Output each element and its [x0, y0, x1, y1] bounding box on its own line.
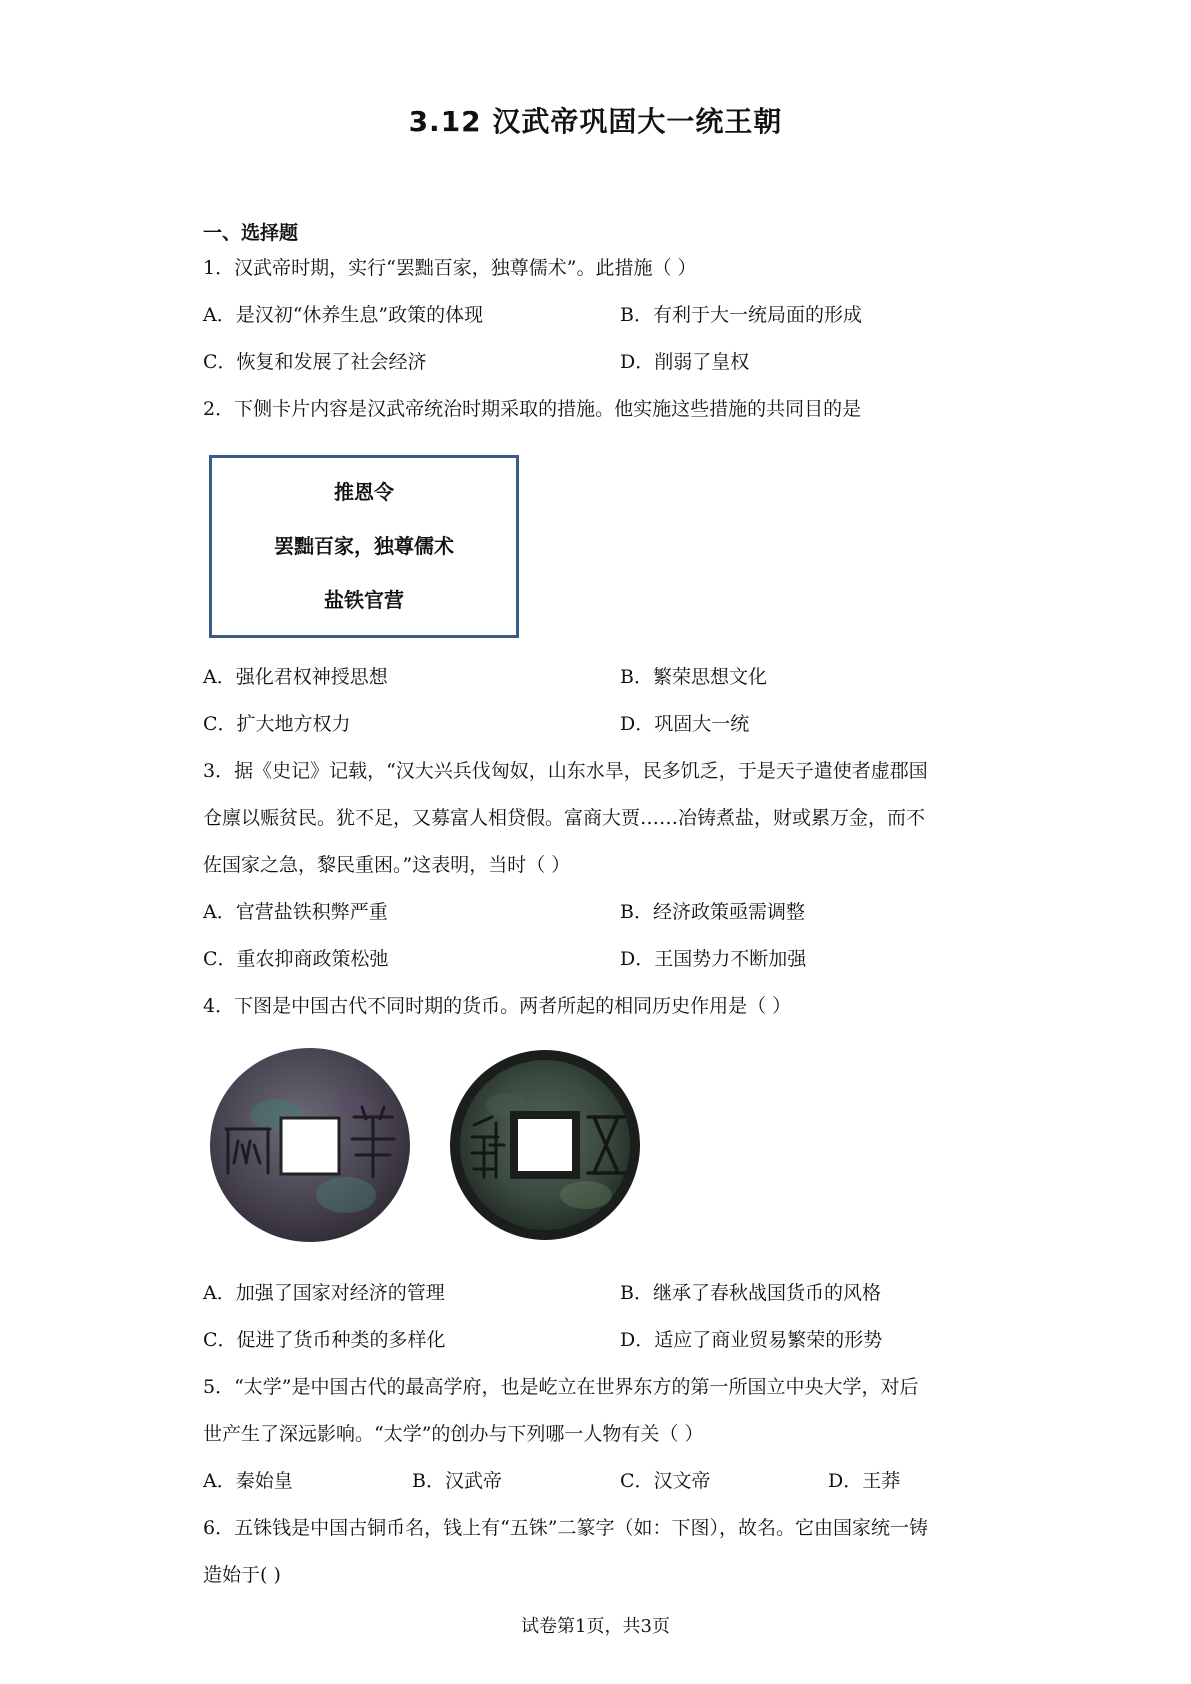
question-5-option-d: D．王莽 [828, 1470, 901, 1492]
question-3-option-a: A．官营盐铁积弊严重 [203, 901, 388, 923]
measures-card [209, 455, 519, 638]
question-1-option-a: A．是汉初“休养生息”政策的体现 [203, 304, 484, 326]
question-1-option-c: C．恢复和发展了社会经济 [203, 351, 427, 373]
card-item-yan-tie-guan-ying: 盐铁官营 [324, 588, 404, 612]
question-4-stem: 4．下图是中国古代不同时期的货币。两者所起的相同历史作用是（ ） [203, 995, 792, 1017]
question-6-stem-line-2: 造始于( ) [203, 1564, 281, 1586]
question-3-option-d: D．王国势力不断加强 [620, 948, 807, 970]
question-3-stem-line-2: 仓廪以赈贫民。犹不足，又募富人相贷假。富商大贾……冶铸煮盐，财或累万金，而不 [203, 807, 926, 829]
card-item-ba-chu-bai-jia: 罢黜百家，独尊儒术 [274, 534, 454, 558]
ban-liang-coin-image [206, 1045, 414, 1245]
page-title: 3.12 汉武帝巩固大一统王朝 [408, 105, 783, 138]
question-5-stem-line-1: 5．“太学”是中国古代的最高学府，也是屹立在世界东方的第一所国立中央大学，对后 [203, 1376, 919, 1398]
question-6-stem-line-1: 6．五铢钱是中国古铜币名，钱上有“五铢”二篆字（如：下图），故名。它由国家统一铸 [203, 1517, 929, 1539]
question-2-option-b: B．繁荣思想文化 [620, 666, 767, 688]
question-5-option-c: C．汉文帝 [620, 1470, 711, 1492]
question-2-option-d: D．巩固大一统 [620, 713, 750, 735]
question-2-option-a: A．强化君权神授思想 [203, 666, 388, 688]
question-3-stem-line-1: 3．据《史记》记载，“汉大兴兵伐匈奴，山东水旱，民多饥乏，于是天子遣使者虚郡国 [203, 760, 928, 782]
question-4-option-c: C．促进了货币种类的多样化 [203, 1329, 446, 1351]
question-5-option-a: A．秦始皇 [203, 1470, 293, 1492]
question-4-option-a: A．加强了国家对经济的管理 [203, 1282, 445, 1304]
question-3-option-c: C．重农抑商政策松弛 [203, 948, 389, 970]
question-4-option-b: B．继承了春秋战国货币的风格 [620, 1282, 881, 1304]
question-2-option-c: C．扩大地方权力 [203, 713, 351, 735]
question-2-stem: 2．下侧卡片内容是汉武帝统治时期采取的措施。他实施这些措施的共同目的是 [203, 398, 862, 420]
page-footer: 试卷第1页，共3页 [521, 1616, 670, 1637]
wu-zhu-coin-image [446, 1045, 644, 1245]
question-5-option-b: B．汉武帝 [412, 1470, 502, 1492]
question-5-stem-line-2: 世产生了深远影响。“太学”的创办与下列哪一人物有关（ ） [203, 1423, 704, 1445]
question-3-stem-line-3: 佐国家之急，黎民重困。”这表明，当时（ ） [203, 854, 571, 876]
card-item-tui-en-ling: 推恩令 [334, 480, 394, 504]
question-1-option-d: D．削弱了皇权 [620, 351, 750, 373]
question-3-option-b: B．经济政策亟需调整 [620, 901, 805, 923]
question-1-stem: 1．汉武帝时期，实行“罢黜百家，独尊儒术”。此措施（ ） [203, 257, 697, 279]
section-heading: 一、选择题 [203, 222, 299, 244]
question-4-option-d: D．适应了商业贸易繁荣的形势 [620, 1329, 883, 1351]
question-1-option-b: B．有利于大一统局面的形成 [620, 304, 862, 326]
